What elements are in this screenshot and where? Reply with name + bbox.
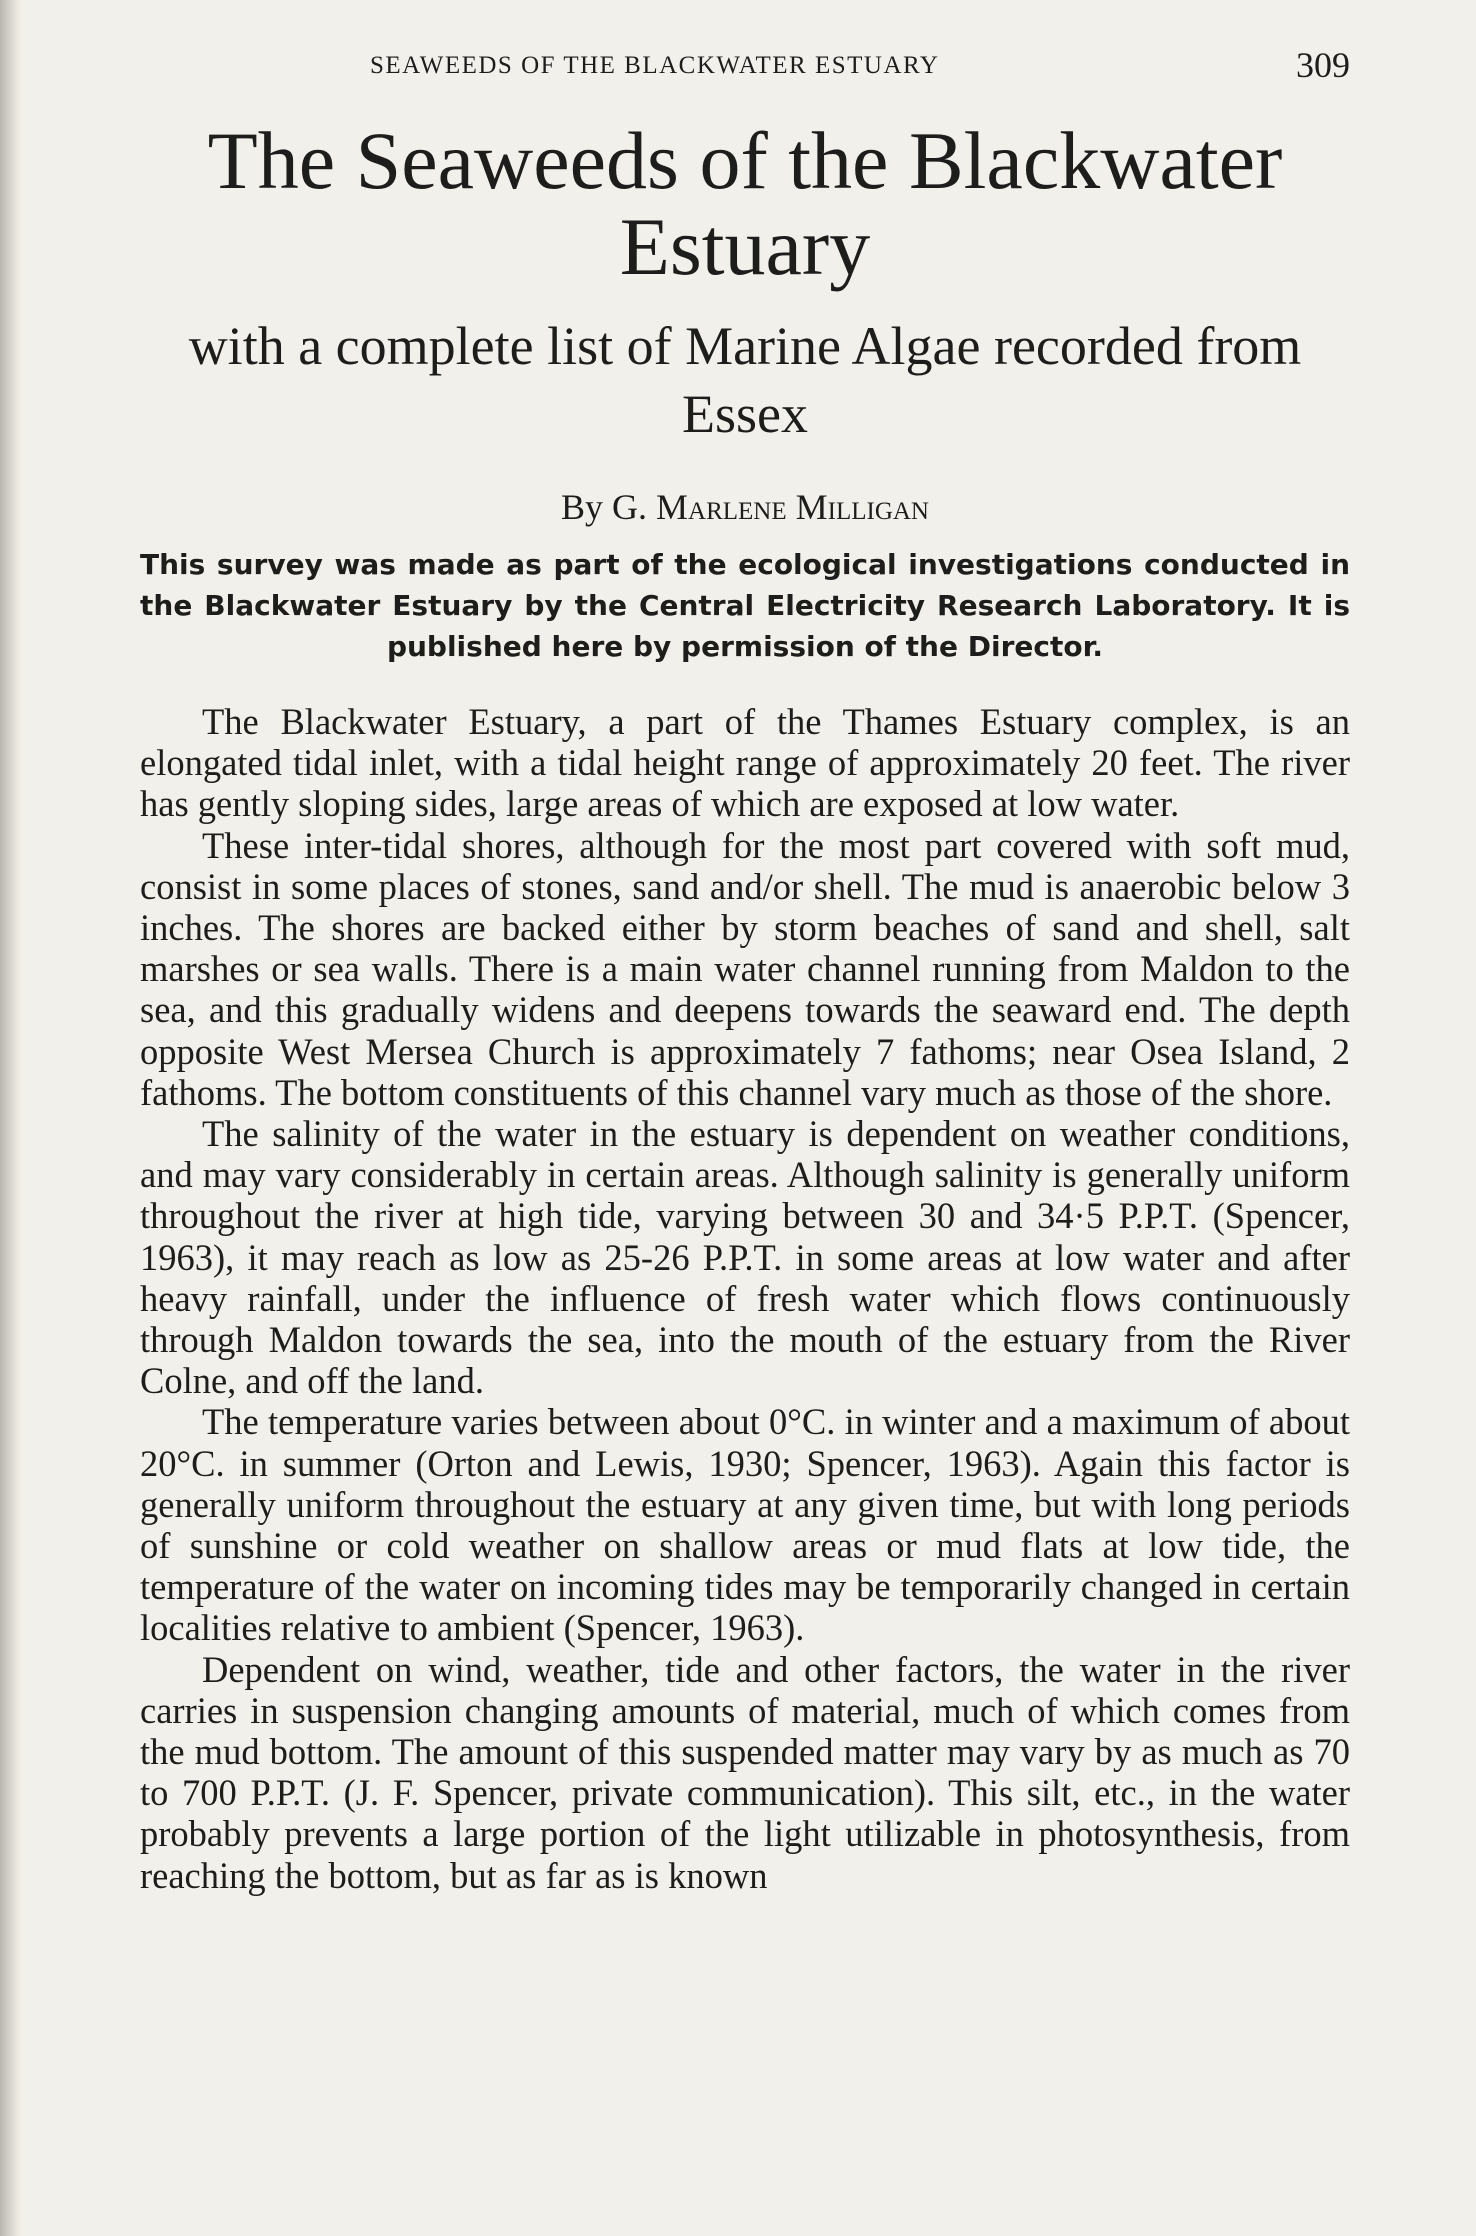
article-subtitle: with a complete list of Marine Algae recorded from Essex	[188, 316, 1302, 444]
page-number: 309	[1296, 45, 1350, 85]
paragraph: The Blackwater Estuary, a part of the Thames Estuary complex, is an elongated tidal inlet, with a tidal height range of approximately 20 feet. The river has gently sloping sides, large areas of which are exposed at low water.	[140, 701, 1350, 825]
journal-page	[140, 40, 1350, 1896]
running-head	[140, 40, 1350, 90]
survey-note: This survey was made as part of the ecological investigations conducted in the Blackwater Estuary by the Central Electricity Research Laboratory. It is published here by permission of the Director.	[140, 548, 1350, 663]
paragraph: Dependent on wind, weather, tide and other factors, the water in the river carries in suspension changing amounts of material, much of which comes from the mud bottom. The amount of this suspended matter may vary by as much as 70 to 700 P.P.T. (J. F. Spencer, private communication). This silt, etc., in the water probably prevents a large portion of the light utilizable in photosynthesis, from reaching the bottom, but as far as is known	[140, 1648, 1350, 1896]
paragraph: These inter-tidal shores, although for the most part covered with soft mud, consist in some places of stones, sand and/or shell. The mud is anaerobic below 3 inches. The shores are backed either by storm beaches of sand and shell, salt marshes or sea walls. There is a main water channel running from Maldon to the sea, and this gradually widens and deepens towards the seaward end. The depth opposite West Mersea Church is approximately 7 fathoms; near Osea Island, 2 fathoms. The bottom constituents of this channel vary much as those of the shore.	[140, 824, 1350, 1113]
paragraph: The temperature varies between about 0°C. in winter and a maximum of about 20°C. in summer (Orton and Lewis, 1930; Spencer, 1963). Again this factor is generally uniform throughout the estuary at any given time, but with long periods of sunshine or cold weather on shallow areas or mud flats at low tide, the temperature of the water on incoming tides may be temporarily changed in certain localities relative to ambient (Spencer, 1963).	[140, 1401, 1350, 1649]
body-text	[140, 701, 1350, 1896]
paragraph: The salinity of the water in the estuary is dependent on weather conditions, and may vary considerably in certain areas. Although salinity is generally uniform throughout the river at high tide, varying between 30 and 34·5 P.P.T. (Spencer, 1963), it may reach as low as 25-26 P.P.T. in some areas at low water and after heavy rainfall, under the influence of fresh water which flows continuously through Maldon towards the sea, into the mouth of the estuary from the River Colne, and off the land.	[140, 1113, 1350, 1402]
author-line	[140, 486, 1350, 528]
author-name: Marlene Milligan	[656, 487, 929, 527]
page-edge-shadow	[0, 0, 22, 2236]
running-head-title: SEAWEEDS OF THE BLACKWATER ESTUARY	[370, 52, 940, 79]
article-title: The Seaweeds of the Blackwater Estuary	[207, 115, 1283, 292]
author-prefix: By G.	[561, 487, 648, 527]
